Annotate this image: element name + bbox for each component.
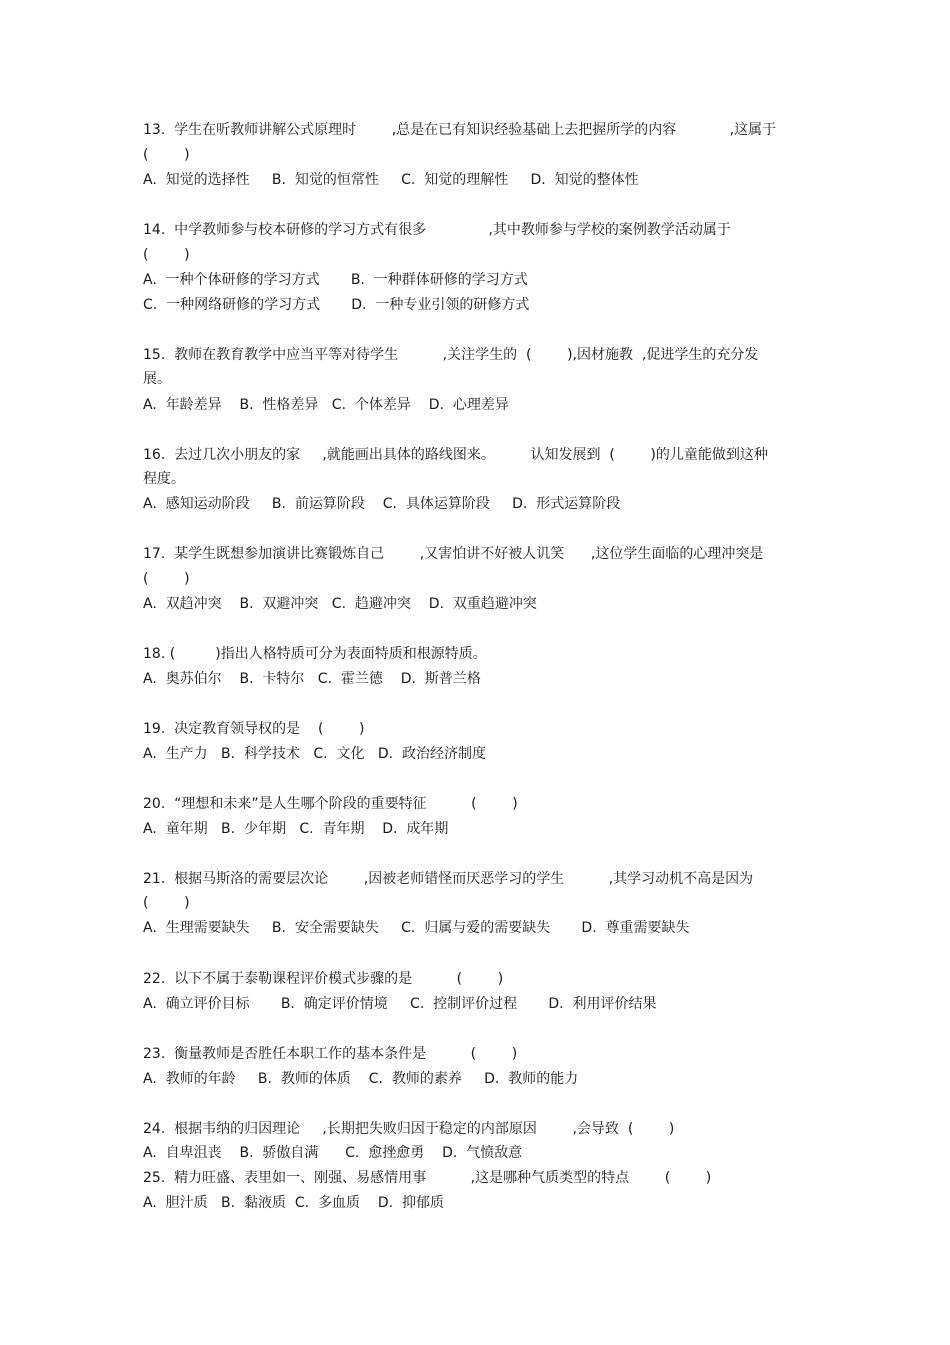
question-24-text: 24. 根据韦纳的归因理论 ,长期把失败归因于稳定的内部原因 ,会导致 ( )	[143, 1121, 675, 1137]
question-13-text-cont: ( )	[143, 147, 190, 163]
question-18-text: 18. ( )指出人格特质可分为表面特质和根源特质。	[143, 646, 487, 662]
question-15-text: 15. 教师在教育教学中应当平等对待学生 ,关注学生的 ( ),因材施教 ,促进学生的充分发	[143, 347, 759, 363]
question-23-text: 23. 衡量教师是否胜任本职工作的基本条件是 ( )	[143, 1046, 518, 1062]
question-24-options: A. 自卑沮丧 B. 骄傲自满 C. 愈挫愈勇 D. 气愤敌意	[143, 1145, 523, 1161]
question-17-options: A. 双趋冲突 B. 双避冲突 C. 趋避冲突 D. 双重趋避冲突	[143, 596, 537, 612]
question-22-options: A. 确立评价目标 B. 确定评价情境 C. 控制评价过程 D. 利用评价结果	[143, 996, 657, 1012]
question-21-text-cont: ( )	[143, 895, 190, 911]
question-15-options: A. 年龄差异 B. 性格差异 C. 个体差异 D. 心理差异	[143, 397, 509, 413]
question-18-options: A. 奥苏伯尔 B. 卡特尔 C. 霍兰德 D. 斯普兰格	[143, 671, 481, 687]
question-20-text: 20. “理想和未来”是人生哪个阶段的重要特征 ( )	[143, 796, 518, 812]
question-22-text: 22. 以下不属于泰勒课程评价模式步骤的是 ( )	[143, 971, 504, 987]
question-14-options-cd: C. 一种网络研修的学习方式 D. 一种专业引领的研修方式	[143, 297, 530, 313]
question-14-text-cont: ( )	[143, 247, 190, 263]
question-16-text-cont: 程度。	[143, 471, 185, 487]
question-21-text: 21. 根据马斯洛的需要层次论 ,因被老师错怪而厌恶学习的学生 ,其学习动机不高是因为	[143, 871, 754, 887]
question-25-text: 25. 精力旺盛、表里如一、刚强、易感情用事 ,这是哪种气质类型的特点 ( )	[143, 1170, 712, 1186]
question-16-text: 16. 去过几次小朋友的家 ,就能画出具体的路线图来。 认知发展到 ( )的儿童能做到这种	[143, 447, 768, 463]
question-19-options: A. 生产力 B. 科学技术 C. 文化 D. 政治经济制度	[143, 746, 486, 762]
question-14-options-ab: A. 一种个体研修的学习方式 B. 一种群体研修的学习方式	[143, 272, 528, 288]
question-13-text: 13. 学生在听教师讲解公式原理时 ,总是在已有知识经验基础上去把握所学的内容 ,这属于	[143, 122, 777, 138]
question-19-text: 19. 决定教育领导权的是 ( )	[143, 721, 365, 737]
question-15-text-cont: 展。	[143, 371, 171, 387]
question-13-options: A. 知觉的选择性 B. 知觉的恒常性 C. 知觉的理解性 D. 知觉的整体性	[143, 172, 639, 188]
question-16-options: A. 感知运动阶段 B. 前运算阶段 C. 具体运算阶段 D. 形式运算阶段	[143, 496, 621, 512]
question-14-text: 14. 中学教师参与校本研修的学习方式有很多 ,其中教师参与学校的案例教学活动属于	[143, 222, 731, 238]
question-17-text-cont: ( )	[143, 571, 190, 587]
question-25-options: A. 胆汁质 B. 黏液质 C. 多血质 D. 抑郁质	[143, 1195, 444, 1211]
question-20-options: A. 童年期 B. 少年期 C. 青年期 D. 成年期	[143, 821, 449, 837]
question-17-text: 17. 某学生既想参加演讲比赛锻炼自己 ,又害怕讲不好被人讥笑 ,这位学生面临的心理冲突是	[143, 546, 764, 562]
question-21-options: A. 生理需要缺失 B. 安全需要缺失 C. 归属与爱的需要缺失 D. 尊重需要缺失	[143, 920, 690, 936]
question-23-options: A. 教师的年龄 B. 教师的体质 C. 教师的素养 D. 教师的能力	[143, 1071, 579, 1087]
